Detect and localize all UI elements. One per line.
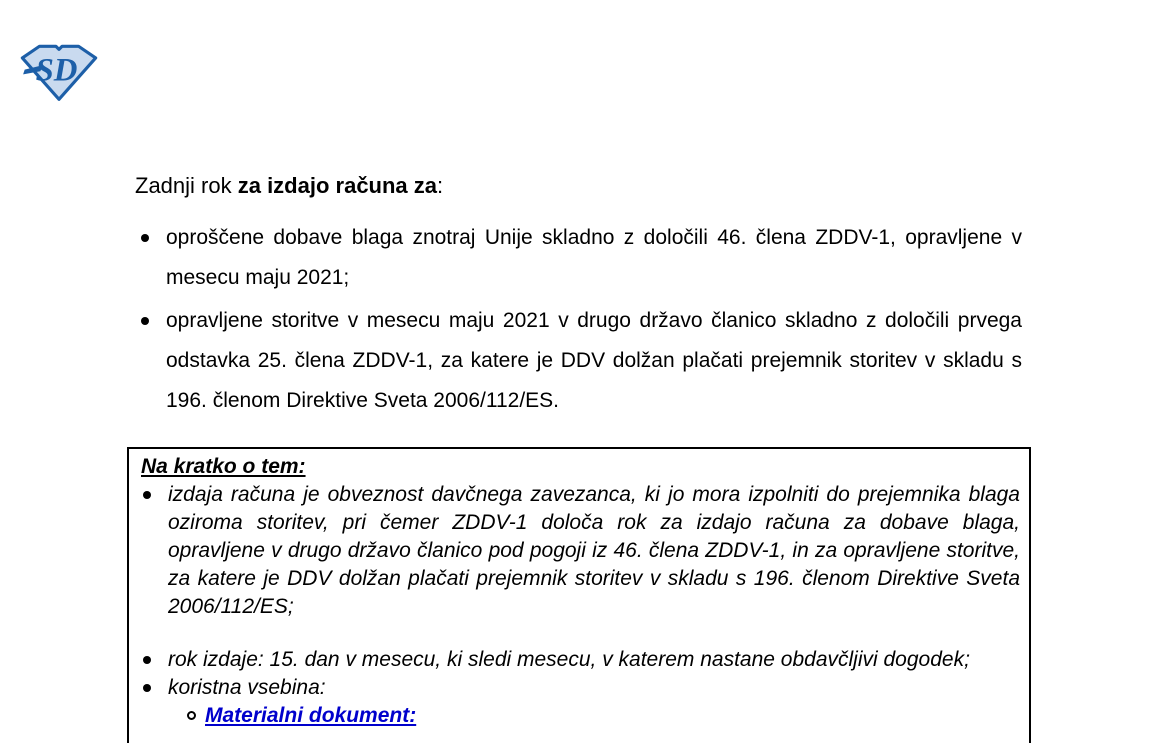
bullet-item bbox=[135, 301, 1022, 421]
bullet-icon bbox=[141, 234, 149, 242]
bullet-icon bbox=[143, 491, 151, 499]
bullet-text: oproščene dobave blaga znotraj Unije skladno z določili 46. člena ZDDV-1, opravljene v mesecu maju 2021; bbox=[166, 226, 1022, 289]
page-title bbox=[135, 172, 443, 200]
sd-logo-letters: SD bbox=[35, 52, 78, 89]
bullet-item bbox=[135, 218, 1022, 298]
sd-logo bbox=[20, 43, 98, 101]
sd-logo-icon bbox=[20, 43, 98, 101]
info-box-bullet-text: rok izdaje: 15. dan v mesecu, ki sledi mesecu, v katerem nastane obdavčljivi dogodek; bbox=[168, 648, 970, 671]
materialni-dokument-link[interactable]: Materialni dokument: bbox=[205, 704, 417, 727]
bullet-icon bbox=[143, 684, 151, 692]
info-box-title: Na kratko o tem: bbox=[141, 455, 306, 478]
info-box-bullet-text: koristna vsebina: bbox=[168, 676, 326, 699]
main-bullet-list bbox=[135, 218, 1022, 424]
heading-colon: : bbox=[437, 173, 444, 198]
info-box bbox=[127, 447, 1031, 743]
heading-bold: za izdajo računa za bbox=[237, 173, 438, 198]
info-box-bullet-item bbox=[141, 674, 1020, 702]
bullet-icon bbox=[143, 656, 151, 664]
info-box-bullet-item bbox=[141, 646, 1020, 674]
bullet-icon bbox=[141, 317, 149, 325]
info-box-sub-bullet-item bbox=[141, 702, 1020, 730]
bullet-text: opravljene storitve v mesecu maju 2021 v drugo državo članico skladno z določili prvega odstavka 25. člena ZDDV-1, za katere je DDV dolžan plačati prejemnik storitev v skladu s 196. členom Direktive Sveta 2006/112/ES. bbox=[166, 309, 1022, 412]
heading-normal: Zadnji rok bbox=[135, 173, 238, 198]
info-box-bullet-item bbox=[141, 481, 1020, 621]
info-box-bullet-text: izdaja računa je obveznost davčnega zavezanca, ki jo mora izpolniti do prejemnika blaga oziroma storitev, pri čemer ZDDV-1 določa rok za izdajo računa za dobave blaga, opravljene v drugo državo članico pod pogoji iz 46. člena ZDDV-1, in za opravljene storitve, za katere je DDV dolžan plačati prejemnik storitev v skladu s 196. členom Direktive Sveta 2006/112/ES; bbox=[168, 483, 1020, 618]
circle-bullet-icon bbox=[187, 711, 196, 720]
